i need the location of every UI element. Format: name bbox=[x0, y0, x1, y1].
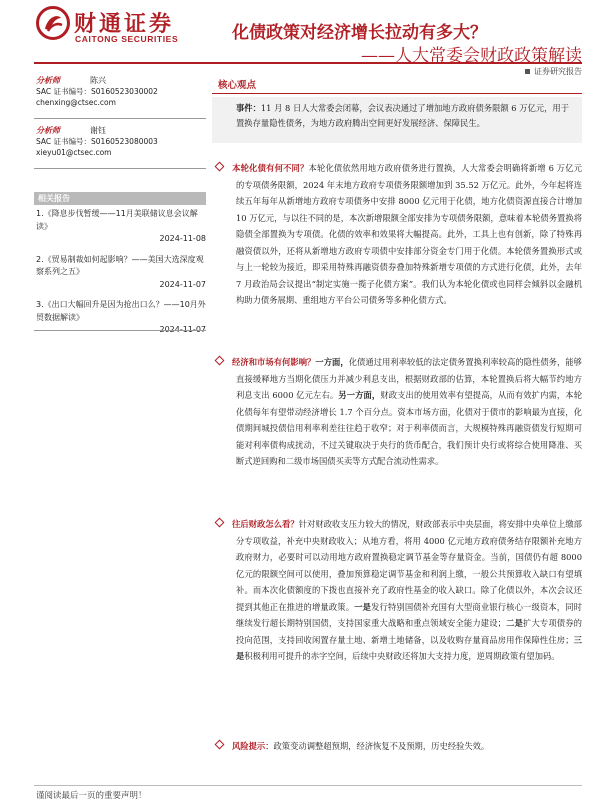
analyst-divider bbox=[34, 118, 206, 119]
section-text: 财政支出的使用效率有望提高，从而有效扩内需，本轮化债每年有望带动经济增长 1.7 个百分点。资本市场方面，化债对于债市的影响最为直接，化债期间城投债信用利率利差往往趋于收窄；对于利率债而言，大规模特殊再融资债发行短期可能对利率债构成扰动，不过关键取决于央行的货币配合，我们预计央行或将综合使用降准、买断式逆回购和二级市场国债买卖等方式配合流动性需求。 bbox=[236, 390, 582, 466]
section-heading: 本轮化债有何不同？ bbox=[232, 163, 309, 173]
analyst-label: 分析师 bbox=[36, 75, 60, 85]
related-report-title[interactable]: 1.《降息步伐暂缓——11月美联储议息会议解读》 bbox=[36, 209, 198, 231]
section-bold-text: 另一方面， bbox=[338, 390, 381, 400]
related-report-title[interactable]: 2.《贸易制裁如何起影响？——美国大选深度观察系列之五》 bbox=[36, 254, 204, 276]
diamond-bullet-icon bbox=[215, 740, 225, 750]
section-policy-difference bbox=[214, 160, 582, 309]
related-report-date: 2024-11-08 bbox=[159, 234, 206, 243]
related-reports-list bbox=[36, 208, 206, 345]
diamond-bullet-icon bbox=[215, 356, 225, 366]
section-bold-text: 二是 bbox=[505, 618, 524, 628]
page-subtitle: ——人大常委会财政政策解读 bbox=[361, 46, 582, 66]
analyst-card bbox=[36, 124, 206, 158]
report-type-label: 证券研究报告 bbox=[534, 67, 582, 76]
logo-english: CAITONG SECURITIES bbox=[75, 34, 179, 44]
page-footer: 谨阅读最后一页的重要声明！ bbox=[36, 791, 147, 800]
page-title: 化债政策对经济增长拉动有多大？ bbox=[232, 23, 487, 43]
analyst-card bbox=[36, 74, 206, 108]
section-bold-text: 一方面， bbox=[315, 357, 349, 367]
event-label: 事件： bbox=[236, 103, 261, 113]
section-fiscal-outlook bbox=[214, 516, 582, 665]
diamond-bullet-icon bbox=[215, 518, 225, 528]
section-risk-warning bbox=[214, 738, 582, 755]
related-report-date: 2024-11-07 bbox=[159, 279, 206, 289]
analyst-sac: SAC 证书编号：S0160523080003 bbox=[36, 137, 158, 146]
section-text: 本轮化债依然用地方政府债务进行置换，人大常委会明确将新增 6 万亿元的专项债务限额，2024 年末地方政府专项债务限额增加到 35.52 万亿元。此外，今年起将连续五年每年从新增地方政府专项债务中安排 8000 亿元用于化债，地方化债资源直接合计增加 10 万亿元，与以往不同的是，本次新增限额全部安排为专项债务限额，意味着本轮债务置换将隐债全部置换为专项债。化债的效率和效果将大幅提高。此外，工具上也有创新，除了特殊再融资债以外，还将从新增地方政府专项债中安排部分资金专门用于化债。本轮债务置换形式或与上一轮较为接近，即采用特殊再融资债券叠加特殊新增专项债的方式进行化债，此外，去年 7 月政治局会议提出“制定实施一揽子化债方案”。我们认为本轮化债或也同样会倾斜以金融机构助力债务展期、重组地方平台公司债务等多种化债方式。 bbox=[236, 163, 582, 305]
analyst-name: 陈兴 bbox=[90, 75, 106, 85]
section-bold-text: 三是 bbox=[236, 634, 582, 661]
analyst-name: 谢钰 bbox=[90, 125, 106, 135]
section-market-impact bbox=[214, 354, 582, 470]
analyst-sac: SAC 证书编号：S0160523030002 bbox=[36, 87, 158, 96]
related-reports-heading: 相关报告 bbox=[34, 192, 206, 205]
analyst-email[interactable]: xieyu01@ctsec.com bbox=[36, 148, 112, 157]
logo-chinese: 财通证券 bbox=[74, 12, 175, 37]
section-text: 化债通过用利率较低的法定债务置换利率较高的隐性债务，能够直接缓释地方当期化债压力并减少利息支出，根据财政部的估算，本轮置换后将大幅节约地方利息支出 6000 亿元左右。 bbox=[236, 357, 582, 400]
company-logo bbox=[36, 6, 196, 50]
event-text: 11 月 8 日人大常委会闭幕，会议表决通过了增加地方政府债务限额 6 万亿元，用于置换存量隐性债务，为地方政府腾出空间更好发展经济、保障民生。 bbox=[236, 103, 570, 128]
section-text: 扩大专项债券的投向范围，支持回收闲置存量土地、新增土地储备，以及收购存量商品房用作保障性住房； bbox=[236, 618, 582, 645]
section-text: 积极利用可提升的赤字空间，后续中央财政还将加大支持力度，逆周期政策有望加码。 bbox=[244, 651, 560, 661]
core-view-heading: 核心观点 bbox=[212, 79, 582, 94]
square-bullet-icon bbox=[525, 69, 530, 74]
section-text: 针对财政收支压力较大的情况，财政部表示中央层面，将安排中央单位上缴部分专项收益，补充中央财政收入；从地方看，将用 4000 亿元地方政府债务结存限额补充地方政府财力，必要时可以动用地方政府置换稳定调节基金等存量资金。当前，国债仍有超 8000 亿元的限额空间可以使用，叠加预算稳定调节基金和利润上缴，一般公共预算收入缺口有望填补。而本次化债额度的下拨也直接补充了政府性基金的收入缺口。除了化债以外，本次会议还提到其他正在推进的增量政策。 bbox=[236, 519, 582, 612]
related-report-title[interactable]: 3.《出口大幅回升是因为抢出口么？——10月外贸数据解读》 bbox=[36, 300, 206, 322]
diamond-bullet-icon bbox=[215, 162, 225, 172]
section-bold-text: 一是 bbox=[354, 601, 372, 612]
analyst-email[interactable]: chenxing@ctsec.com bbox=[36, 98, 116, 107]
footer-divider bbox=[34, 785, 582, 786]
section-heading: 往后财政怎么看？ bbox=[232, 519, 299, 529]
related-report-item[interactable] bbox=[36, 254, 206, 292]
report-type bbox=[525, 66, 582, 77]
section-text: 政策变动调整超预期，经济恢复不及预期，历史经验失效。 bbox=[273, 741, 490, 751]
related-divider bbox=[34, 330, 206, 331]
event-summary bbox=[212, 97, 582, 143]
analyst-panel bbox=[36, 74, 206, 168]
section-heading: 经济和市场有何影响？ bbox=[232, 357, 316, 367]
analyst-divider bbox=[34, 168, 206, 169]
logo-mark-icon bbox=[36, 6, 70, 40]
section-text: 发行特别国债补充国有大型商业银行核心一级资本，同时继续发行超长期特别国债，支持国家重大战略和重点领域安全能力建设； bbox=[236, 601, 582, 628]
related-report-item[interactable] bbox=[36, 208, 206, 246]
section-heading: 风险提示： bbox=[232, 741, 274, 751]
analyst-label: 分析师 bbox=[36, 125, 60, 135]
